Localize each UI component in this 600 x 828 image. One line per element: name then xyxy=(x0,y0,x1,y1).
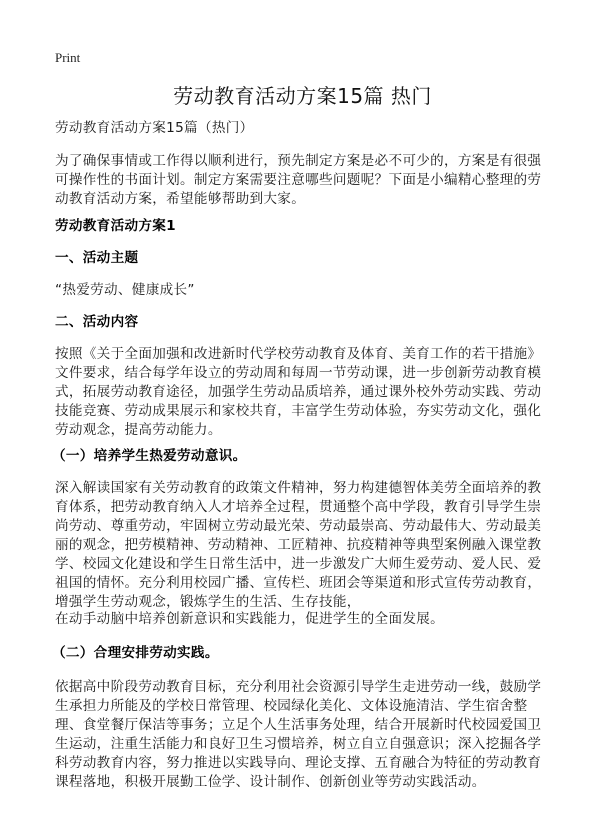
part1-text: “热爱劳动、健康成长” xyxy=(55,282,195,298)
part2-paragraph: 按照《关于全面加强和改进新时代学校劳动教育及体育、美育工作的若干措施》文件要求，结合每学年设立的劳动周和每周一节劳动课，进一步创新劳动教育模式，拓展劳动教育途径，加强学生劳动品质培养，通过课外校外劳动实践、劳动技能竞赛、劳动成果展示和家校共育，丰富学生劳动体验，夯实劳动文化，强化劳动观念，提高劳动能力。 xyxy=(55,346,542,438)
section-heading: 劳动教育活动方案1 xyxy=(55,218,176,234)
sub1-paragraph: 深入解读国家有关劳动教育的政策文件精神，努力构建德智体美劳全面培养的教育体系，把劳动教育纳入人才培养全过程，贯通整个高中学段，教育引导学生崇尚劳动、尊重劳动，牢固树立劳动最光荣、劳动最崇高、劳动最伟大、劳动最美丽的观念，把劳模精神、劳动精神、工匠精神、抗疫精神等典型案例融入课堂教学、校园文化建设和学生日常生活中，进一步激发广大师生爱劳动、爱人民、爱祖国的情怀。充分利用校园广播、宣传栏、班团会等渠道和形式宣传劳动教育，增强学生劳动观念，锻炼学生的生活、生存技能， xyxy=(55,480,542,610)
sub2-paragraph: 依据高中阶段劳动教育目标，充分利用社会资源引导学生走进劳动一线，鼓励学生承担力所能及的学校日常管理、校园绿化美化、文体设施清洁、学生宿舍整理、食堂餐厅保洁等事务；立足个人生活事务处理，结合开展新时代校园爱国卫生运动，注重生活能力和良好卫生习惯培养，树立自立自强意识；深入挖掘各学科劳动教育内容，努力推进以实践导向、理论支撑、五育融合为特征的劳动教育课程落地，积极开展勤工俭学、设计制作、创新创业等劳动实践活动。 xyxy=(55,679,542,790)
document-subtitle: 劳动教育活动方案15篇（热门） xyxy=(55,120,254,136)
sub2-heading: （二）合理安排劳动实践。 xyxy=(52,645,219,661)
print-label[interactable]: Print xyxy=(55,50,81,65)
part1-heading: 一、活动主题 xyxy=(55,250,139,266)
part2-heading: 二、活动内容 xyxy=(55,314,139,330)
intro-paragraph: 为了确保事情或工作得以顺利进行，预先制定方案是必不可少的，方案是有很强可操作性的书面计划。制定方案需要注意哪些问题呢？下面是小编精心整理的劳动教育活动方案，希望能够帮助到大家。 xyxy=(55,153,542,207)
sub1-paragraph-2: 在动手动脑中培养创新意识和实践能力，促进学生的全面发展。 xyxy=(55,611,445,627)
document-title: 劳动教育活动方案15篇 热门 xyxy=(173,84,432,108)
sub1-heading: （一）培养学生热爱劳动意识。 xyxy=(52,448,247,464)
